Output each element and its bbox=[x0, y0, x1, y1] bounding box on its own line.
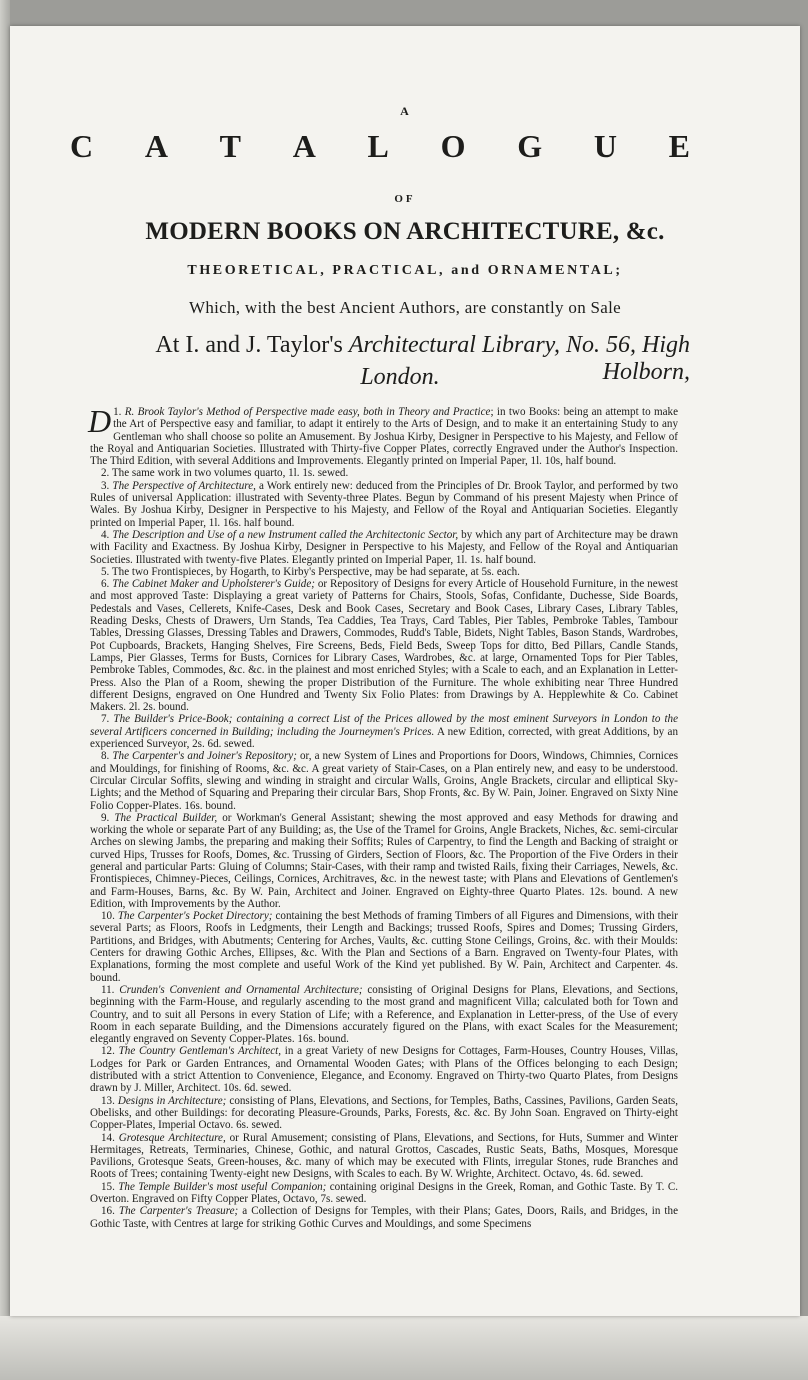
entry-number: 9. bbox=[101, 811, 115, 824]
entry-text: by which any part of Architecture may be drawn with Facility and Exactness. By Joshua Kirby, Designer in Perspective to his Majesty, and Fellow of the Royal and Antiquarian Societies. Illustrated with twenty-five Plates. Elegantly printed on Imperial Paper, 1l. 1s. half bound. bbox=[90, 528, 679, 566]
catalogue-entry bbox=[90, 529, 678, 566]
entry-number: 7. bbox=[101, 713, 114, 726]
entry-title: The Cabinet Maker and Upholsterer's Guide; bbox=[112, 578, 315, 591]
catalogue-letter: E bbox=[668, 128, 690, 164]
entry-dropcap: D bbox=[88, 403, 112, 439]
entry-number: 6. bbox=[101, 578, 113, 591]
catalogue-entry bbox=[90, 578, 678, 713]
heading-title: MODERN BOOKS ON ARCHITECTURE, &c. bbox=[145, 218, 665, 245]
entry-text: A new Edition, corrected, with great Additions, by an experienced Surveyor, 2s. 6d. sewed. bbox=[90, 725, 678, 751]
entry-text: consisting of Original Designs for Plans, Elevations, and Sections, beginning with the Farm-House, and regularly ascending to the most grand and magnificent Villa; calculated both for Town and Country, and to suit all Persons in every Station of Life; with a Reference, and Explanation in Letter-press, of the Use of every Room in each separate Building, and the Dimensions accurately figured on the Plans, with exact Scales for the Measurement; elegantly engraved on Seventy Copper-Plates. 16s. bound. bbox=[90, 983, 678, 1046]
catalogue-letter: G bbox=[517, 128, 543, 164]
entry-number: 5. bbox=[101, 565, 112, 578]
catalogue-entry bbox=[90, 1132, 678, 1181]
catalogue-entry bbox=[90, 713, 678, 750]
entry-number: 2. bbox=[101, 467, 112, 480]
entry-title: Grotesque Architecture, bbox=[118, 1131, 226, 1144]
entry-text: containing the best Methods of framing Timbers of all Figures and Dimensions, with their several Parts; as Floors, Roofs in Ledgments, their Length and Backings; trussed Roofs, Spires and Domes; Trussing Girders, Partitions, and Bridges, with Abutments; Centering for Arches, Vaults, &c. cutting Stone Ceilings, Groins, &c. with their Moulds: Centers for drawing Gothic Arches, Ellipses, &c. With the Plan and Sections of a Barn. Engraved on Twenty-four Plates, with Explanations, forming the most complete and useful Work of the Kind yet published. By W. Pain, Architect and Carpenter. 4s. bound. bbox=[90, 910, 678, 984]
page-left-edge bbox=[0, 0, 10, 1380]
heading-catalogue bbox=[70, 128, 690, 165]
entry-text: or Rural Amusement; consisting of Plans, Elevations, and Sections, for Huts, Summer and Winter Hermitages, Retreats, Terminaries, Chinese, Gothic, and natural Grottos, Cascades, Rustic Seats, Baths, Mosques, Moresque Pavilions, Grotesque Seats, Green-houses, &c. many of which may be executed with Flints, irregular Stones, rude Branches and Roots of Trees; containing Twenty-eight new Designs, with Scales to each. By W. Wrighte, Architect. Octavo, 4s. 6d. sewed. bbox=[90, 1131, 679, 1181]
heading-london: London. bbox=[360, 364, 440, 390]
entry-title: The Temple Builder's most useful Companion; bbox=[118, 1180, 327, 1193]
entry-number: 12. bbox=[101, 1045, 119, 1058]
catalogue-entry bbox=[90, 750, 678, 811]
catalogue-entry bbox=[90, 812, 678, 910]
catalogue-entry bbox=[90, 910, 678, 984]
entry-number: 14. bbox=[101, 1131, 119, 1144]
catalogue-entry bbox=[88, 403, 678, 468]
entry-text: or Repository of Designs for every Article of Household Furniture, in the newest and most approved Taste: Displaying a great variety of Patterns for Chairs, Stools, Sofas, Confidante, Duchesse, Side Boards, Pedestals and Vases, Cellerets, Knife-Cases, Desk and Book Cases, Secretary and Book Cases, Library Cases, Library Tables, Reading Desks, Chests of Drawers, Urn Stands, Tea Caddies, Tea Trays, Card Tables, Pier Tables, Pembroke Tables, Tambour Tables, Dressing Glasses, Dressing Tables and Drawers, Commodes, Rudd's Table, Bidets, Night Tables, Bason Stands, Wardrobes, Pot Cupboards, Brackets, Hanging Shelves, Fire Screens, Beds, Field Beds, Sweep Tops for ditto, Bed Pillars, Candle Stands, Lamps, Pier Glasses, Terms for Busts, Cornices for Library Cases, Wardrobes, &c. at large, Ornamented Tops for Pier Tables, Pembroke Tables, Commodes, &c. &c. in the plainest and most enriched Styles; with a Scale to each, and an Explanation in Letter-Press. Also the Plan of a Room, shewing the proper Distribution of the Furniture. The whole exhibiting near Three Hundred different Designs, engraved on One Hundred and Twenty Six Folio Plates: from Drawings by A. Hepplewhite & Co. Cabinet Makers. 2l. 2s. bound. bbox=[90, 578, 678, 714]
catalogue-letter: T bbox=[219, 128, 241, 164]
catalogue-entry bbox=[90, 480, 678, 529]
entry-number: 16. bbox=[101, 1205, 119, 1218]
catalogue-entry bbox=[90, 566, 678, 578]
entry-title: The Carpenter's Pocket Directory; bbox=[117, 910, 273, 923]
catalogue-letter: L bbox=[367, 128, 389, 164]
heading-of: OF bbox=[394, 193, 416, 205]
entry-title: The Carpenter's Treasure; bbox=[118, 1205, 239, 1218]
entry-title: The Perspective of Architecture, bbox=[112, 479, 256, 492]
entry-text: consisting of Plans, Elevations, and Sections, for Temples, Baths, Cassines, Pavilions, Garden Seats, Obelisks, and other Buildings: for decorating Pleasure-Grounds, Parks, Forests, &c. &c. By John Soan. Engraved on Thirty-eight Copper-Plates, Imperial Octavo. 6s. sewed. bbox=[90, 1094, 679, 1132]
catalogue-letter: U bbox=[593, 128, 617, 164]
catalogue-entry bbox=[90, 1205, 678, 1230]
entry-number: 10. bbox=[101, 910, 118, 923]
scan-bottom-band bbox=[0, 1316, 808, 1380]
entry-text: The same work in two volumes quarto, 1l. 1s. sewed. bbox=[111, 467, 349, 480]
entry-title: The Carpenter's and Joiner's Repository; bbox=[112, 750, 297, 763]
catalogue-page bbox=[10, 26, 800, 1316]
catalogue-letter: C bbox=[70, 128, 94, 164]
entry-number: 15. bbox=[101, 1180, 119, 1193]
entry-text: or Workman's General Assistant; shewing the most approved and easy Methods for drawing and working the whole or separate Part of any Building; as, the Use of the Tramel for Groins, Angle Brackets, Niches, &c. semi-circular Arches on slewing Jambs, the preparing and making their Soffits; Rules of Carpentry, to find the Length and Backing of straight or curved Hips, Trusses for Roofs, Domes, &c. Trussing of Girders, Section of Floors, &c. The Proportion of the Five Orders in their general and particular Parts: Gluing of Columns; Stair-Cases, with their ramp and twisted Rails, fixing their Carriages, Newels, &c. Frontispieces, Chimney-Pieces, Ceilings, Cornices, Architraves, &c. in the newest taste; with Plans and Elevations of Gentlemen's and Farm-Houses, Barns, &c. By W. Pain, Architect and Joiner. Engraved on Eighty-three Quarto Plates. 12s. bound. A new Edition, with Improvements by the Author. bbox=[90, 811, 678, 910]
entry-number: 4. bbox=[101, 528, 113, 541]
entry-text: containing original Designs in the Greek, Roman, and Gothic Taste. By T. C. Overton. Engraved on Fifty Copper Plates, Octavo, 7s. sewed. bbox=[90, 1180, 679, 1205]
entry-text: ; in two Books: being an attempt to make the Art of Perspective easy and familiar, to adapt it entirely to the Arts of Design, and to make it an entertaining Study to any Gentleman who shall choose so polite an Amusement. By Joshua Kirby, Designer in Perspective to his Majesty, and Fellow of the Royal and Antiquarian Societies. Illustrated with Thirty-five Copper Plates, correctly Engraved under the Author's Inspection. The Third Edition, with several Additions and Improvements. Elegantly printed on Imperial Paper, 1l. 10s, half bound. bbox=[90, 406, 678, 468]
heading-at-line: At I. and J. Taylor's bbox=[155, 332, 343, 358]
entry-title: The Practical Builder, bbox=[114, 811, 218, 824]
entry-text: or, a new System of Lines and Proportions for Doors, Windows, Chimnies, Cornices and Mouldings, for finishing of Rooms, &c. &c. A great variety of Stair-Cases, on a Plan entirely new, and easy to be understood. Circular Circular Soffits, slewing and winding in straight and circular Walls, Groins, Angle Brackets, circular and elliptical Sky-Lights; and the Method of Squaring and Preparing their circular Bars, Shop Fronts, &c. By W. Pain, Joiner. Engraved on Sixty Nine Folio Copper-Plates. 16s. bound. bbox=[90, 750, 679, 812]
catalogue-letter: A bbox=[144, 128, 168, 164]
entry-title: The Description and Use of a new Instrument called the Architectonic Sector, bbox=[112, 528, 459, 541]
catalogue-entry bbox=[90, 984, 678, 1045]
catalogue-letter: O bbox=[440, 128, 466, 164]
catalogue-entry bbox=[90, 467, 678, 479]
catalogue-entry bbox=[90, 1095, 678, 1132]
entry-number: 13. bbox=[101, 1094, 118, 1107]
entry-title: Designs in Architecture; bbox=[117, 1094, 227, 1107]
entry-text: a Collection of Designs for Temples, with their Plans; Gates, Doors, Rails, and Bridges, in the Gothic Taste, with Centres at large for striking Gothic Curves and Mouldings, and some Specimens bbox=[90, 1205, 678, 1230]
entry-number: 8. bbox=[101, 750, 113, 763]
entry-text: a Work entirely new: deduced from the Principles of Dr. Brook Taylor, and performed by two Rules of universal Application: illustrated with Seventy-three Plates. Begun by Command of his present Majesty when Prince of Wales. By Joshua Kirby, Designer in Perspective to his Majesty, and Fellow of the Royal and Antiquarian Societies. Elegantly printed on Imperial Paper, 1l. 16s. half bound. bbox=[90, 479, 679, 529]
heading-which: Which, with the best Ancient Authors, are constantly on Sale bbox=[188, 298, 622, 317]
entry-number: 1. bbox=[113, 406, 125, 418]
entry-text: in a great Variety of new Designs for Cottages, Farm-Houses, Country Houses, Villas, Lodges for Park or Garden Entrances, and Ornamental Wooden Gates; with Plans of the Offices belonging to each Design; distributed with a strict Attention to Convenience, Elegance, and Economy. Engraved on Thirty-two Quarto Plates, from Designs drawn by J. Miller, Architect. 10s. 6d. sewed. bbox=[90, 1045, 678, 1095]
catalogue-entry bbox=[90, 1181, 678, 1206]
catalogue-entries bbox=[88, 403, 679, 1230]
entry-title: The Builder's Price-Book; containing a correct List of the Prices allowed by the most eminent Surveyors in London to the several Artificers concerned in Building; including the Journeymen's Prices. bbox=[90, 713, 679, 738]
catalogue-letter: A bbox=[292, 128, 316, 164]
catalogue-entry bbox=[90, 1045, 678, 1094]
entry-text: The two Frontispieces, by Hogarth, to Kirby's Perspective, may be had separate, at 5s. each. bbox=[111, 565, 520, 578]
heading-subtitle: THEORETICAL, PRACTICAL, and ORNAMENTAL; bbox=[187, 263, 623, 278]
entry-title: Crunden's Convenient and Ornamental Architecture; bbox=[119, 983, 363, 996]
heading-a: A bbox=[400, 104, 410, 118]
entry-title: R. Brook Taylor's Method of Perspective made easy, both in Theory and Practice bbox=[124, 406, 491, 418]
entry-number: 3. bbox=[101, 479, 113, 492]
heading-library: Architectural Library, No. 56, High Holborn, bbox=[348, 332, 690, 385]
entry-number: 11. bbox=[101, 983, 120, 996]
entry-title: The Country Gentleman's Architect, bbox=[118, 1045, 282, 1058]
